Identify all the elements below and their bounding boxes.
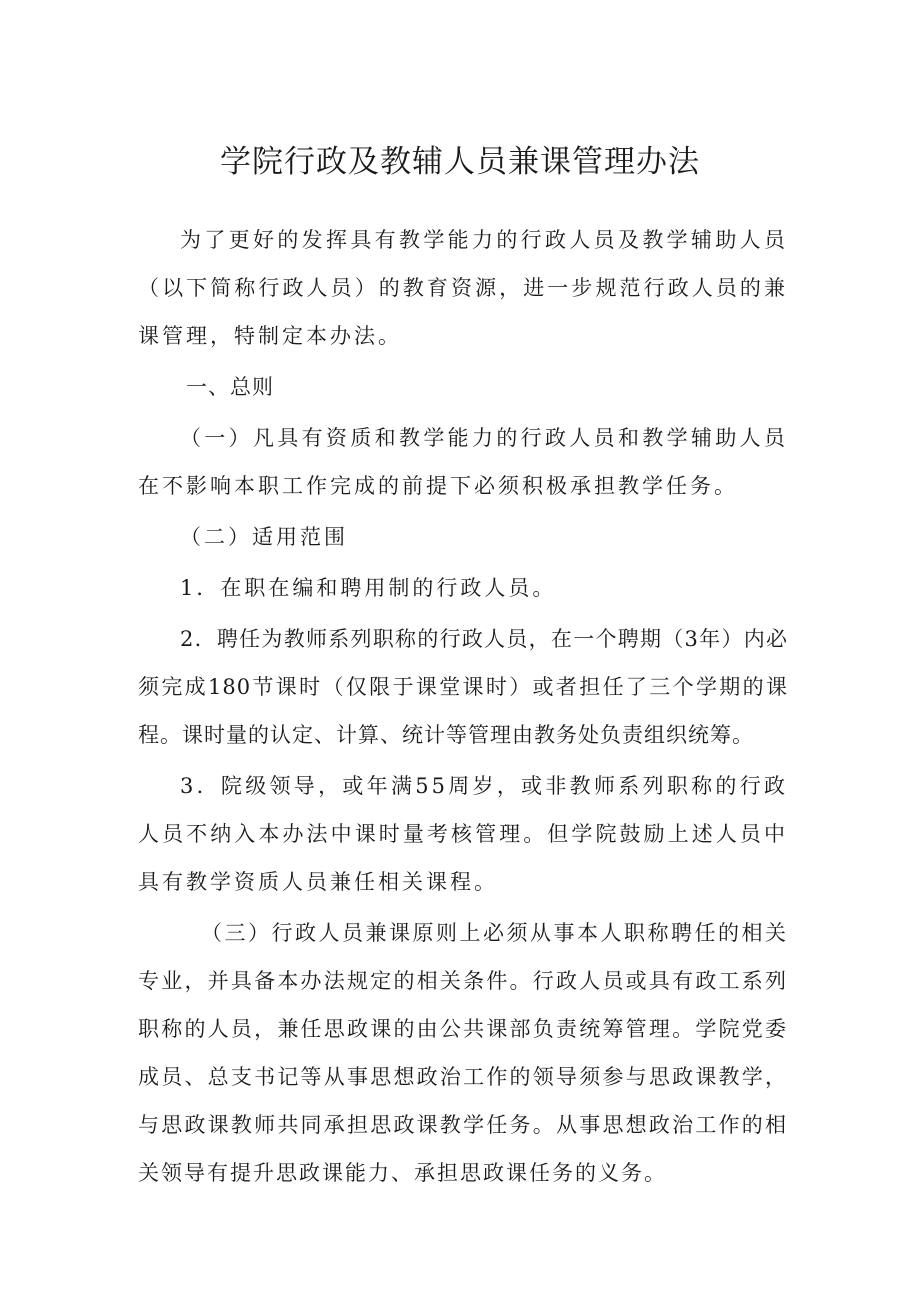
clause-3-paragraph: （三）行政人员兼课原则上必须从事本人职称聘任的相关专业，并具备本办法规定的相关条件。行政人员或具有政工系列职称的人员，兼任思政课的由公共课部负责统筹管理。学院党委成员、总支书记等从事思想政治工作的领导须参与思政课教学，与思政课教师共同承担思政课教学任务。从事思想政治工作的相关领导有提升思政课能力、承担思政课任务的义务。 — [138, 921, 788, 1185]
clause-2-item-1: 1．在职在编和聘用制的行政人员。 — [180, 576, 557, 600]
clause-2-heading: （二）适用范围 — [180, 525, 348, 549]
clause-1-paragraph: （一）凡具有资质和教学能力的行政人员和教学辅助人员在不影响本职工作完成的前提下必须积极承担教学任务。 — [138, 426, 788, 498]
clause-2-item-3: 3．院级领导，或年满55周岁，或非教师系列职称的行政人员不纳入本办法中课时量考核管理。但学院鼓励上述人员中具有教学资质人员兼任相关课程。 — [138, 774, 788, 894]
intro-paragraph: 为了更好的发挥具有教学能力的行政人员及教学辅助人员（以下简称行政人员）的教育资源，进一步规范行政人员的兼课管理，特制定本办法。 — [138, 228, 788, 348]
document-title: 学院行政及教辅人员兼课管理办法 — [220, 144, 700, 180]
section-heading-general: 一、总则 — [186, 375, 274, 399]
document-body — [138, 216, 788, 1200]
clause-2-item-2: 2．聘任为教师系列职称的行政人员，在一个聘期（3年）内必须完成180节课时（仅限于课堂课时）或者担任了三个学期的课程。课时量的认定、计算、统计等管理由教务处负责组织统筹。 — [138, 627, 788, 747]
